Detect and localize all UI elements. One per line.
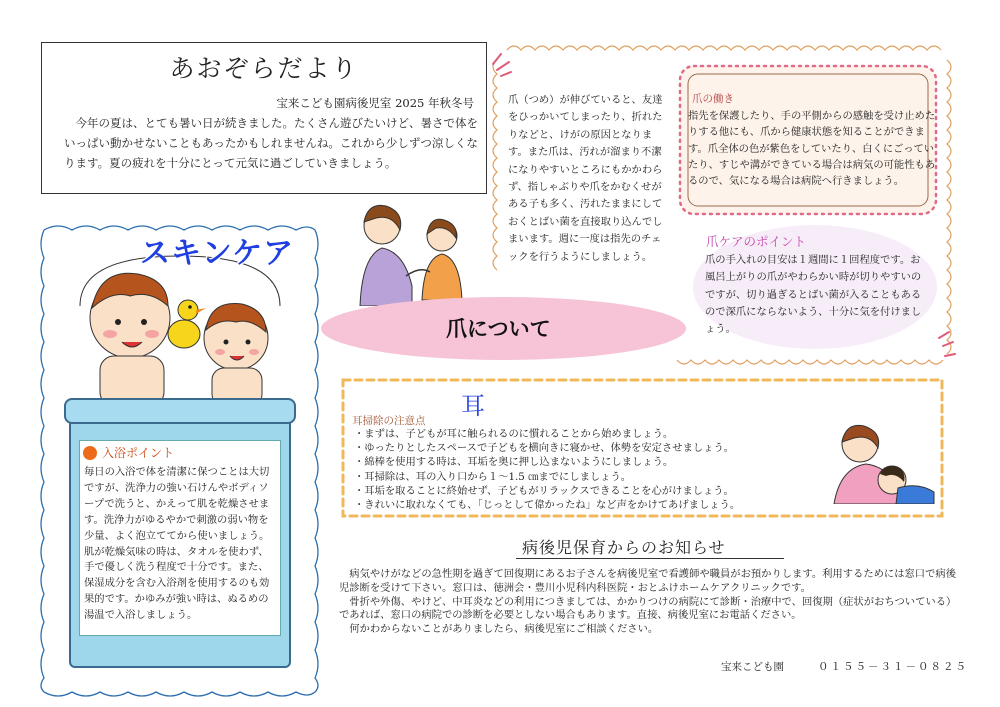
list-item: ・きれいに取れなくても、「じっとして偉かったね」など声をかけてあげましょう。	[354, 499, 741, 512]
skin-care-heading: スキンケア	[140, 236, 295, 271]
ears-heading: 耳	[461, 392, 485, 420]
nails-heading: 爪について	[446, 317, 551, 341]
mother-child-illustration	[346, 196, 486, 306]
intro-paragraph: 今年の夏は、とても暑い日が続きました。たくさん遊びたいけど、暑さで体をいっぱい動かせないこともあったかもしれませんね。これから少しずつ涼しくなります。夏の疲れを十分にとって元気に過ごしていきましょう。	[64, 116, 478, 170]
notice-paragraph: 骨折や外傷、やけど、中耳炎などの利用につきましては、かかりつけの病院にて診断・治療中で、回復期（症状がおちついている）であれば、窓口の病院での診断を必要としない場合もあります。直接、病後児室にお電話ください。	[339, 595, 957, 622]
footer-phone: ０１５５－３１－０８２５	[818, 661, 968, 673]
notice-paragraph: 何かわからないことがありましたら、病後児室にご相談ください。	[349, 623, 659, 636]
nail-function-text: 指先を保護したり、手の平側からの感触を受け止めたりする他にも、爪から健康状態を知ることができます。爪全体の色が紫色をしていたり、白くにごっていたり、すじや溝ができている場合は病気の可能性もあるので、気になる場合は病院へ行きましょう。	[688, 110, 936, 188]
notice-title: 病後児保育からのお知らせ	[522, 538, 726, 557]
nail-point-title: 爪ケアのポイント	[706, 234, 807, 249]
notice-body	[339, 568, 965, 637]
bath-point-title: 入浴ポイント	[102, 446, 175, 460]
list-item: ・耳掃除は、耳の入り口から１〜1.5 ㎝までにしましょう。	[354, 470, 632, 483]
header-box	[41, 42, 487, 194]
bathtub-rim	[64, 398, 296, 424]
newsletter-subtitle: 宝来こども園病後児室 2025 年秋冬号	[276, 96, 474, 110]
nail-point-text: 爪の手入れの目安は１週間に１回程度です。お風呂上がりの爪がやわらかい時が切りやすいのですが、切り過ぎるとばい菌が入ることもあるので深爪にならないよう、十分に気を付けましょう。	[705, 254, 922, 336]
list-item: ・耳垢を取ることに終始せず、子どもがリラックスできることを心がけましょう。	[354, 484, 734, 497]
nail-function-title: 爪の働き	[692, 93, 734, 105]
list-item: ・まずは、子どもが耳に触られるのに慣れることから始めましょう。	[354, 428, 674, 440]
notice-title-underline	[516, 558, 784, 559]
bath-point-text: 毎日の入浴で体を清潔に保つことは大切ですが、洗浄力の強い石けんやボディソープで洗うと、かえって肌を乾燥させます。洗浄力がゆるやかで刺激の弱い物を少量、よく泡立ててから使いましょう。肌が乾燥気味の時は、タオルを使わず、手で優しく洗う程度で十分です。また、保湿成分を含む入浴剤を使用するのも効果的です。かゆみが強い時は、ぬるめの湯温で入浴しましょう。	[84, 466, 270, 622]
ears-subheading: 耳掃除の注意点	[352, 415, 426, 427]
list-item: ・綿棒を使用する時は、耳垢を奥に押し込まないようにしましょう。	[354, 456, 674, 469]
nails-main-text: 爪（つめ）が伸びていると、友達をひっかいてしまったり、折れたりなどと、けがの原因となります。また爪は、汚れが溜まり不潔になりやすいところにもかかわらず、指しゃぶりや爪をかむくせがある子も多く、汚れたままにしておくとばい菌を直接取り込んでしまいます。週に一度は指先のチェックを行うようにしましょう。	[508, 94, 663, 263]
list-item: ・ゆったりとしたスペースで子どもを横向きに寝かせ、体勢を安定させましょう。	[354, 442, 735, 455]
notice-paragraph: 病気やけがなどの急性期を過ぎて回復期にあるお子さんを病後児室で看護師や職員がお預かりします。利用するためには窓口で病後児診断を受けて下さい。窓口は、徳洲会・豊川小児科内科医院・おとふけホームケアクリニックです。	[339, 568, 956, 594]
footer-organization: 宝来こども園	[721, 661, 784, 673]
bullet-circle-icon	[83, 446, 97, 460]
newsletter-title: あおぞらだより	[169, 54, 359, 83]
ears-tips-list	[354, 427, 824, 512]
ear-cleaning-illustration	[826, 418, 936, 504]
